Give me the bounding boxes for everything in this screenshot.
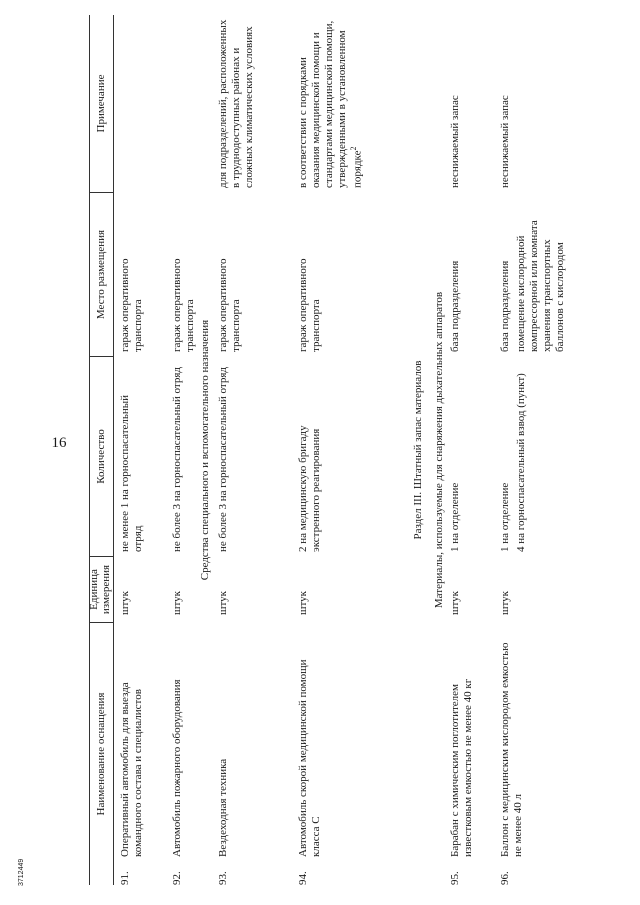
row-name: Барабан с химическим поглотителем известковым емкостью не менее 40 кг bbox=[449, 678, 474, 857]
equipment-table bbox=[89, 15, 619, 885]
row-unit: штук bbox=[171, 591, 183, 615]
section-heading-breathing: Материалы, используемые для снаряжения дыхательных аппаратов bbox=[433, 291, 445, 609]
row-place: база подразделения bbox=[499, 260, 511, 352]
row-note: неснижаемый запас bbox=[499, 95, 511, 188]
section-heading-aux: Средства специального и вспомогательного назначения bbox=[199, 319, 211, 581]
row-note-text: в соответствии с порядками оказания медицинской помощи и стандартами медицинской помощи, утвержденными в установленном порядке bbox=[297, 20, 364, 188]
row-unit: штук bbox=[119, 591, 131, 615]
header-unit: Единица измерения bbox=[88, 564, 112, 615]
row-number: 95. bbox=[449, 871, 461, 885]
row-place: гараж оперативного транспорта bbox=[217, 258, 242, 352]
row-name: Оперативный автомобиль для выезда командного состава и специалистов bbox=[119, 682, 144, 857]
row-qty: не более 3 на горноспасательный отряд bbox=[171, 367, 183, 552]
row-number: 92. bbox=[171, 871, 183, 885]
row-number: 91. bbox=[119, 871, 131, 885]
row-number: 96. bbox=[499, 871, 511, 885]
row-qty: не более 3 на горноспасательный отряд bbox=[217, 367, 229, 552]
row-place: гараж оперативного транспорта bbox=[119, 258, 144, 352]
row-qty: 1 на отделение bbox=[449, 482, 461, 552]
row-number: 93. bbox=[217, 871, 229, 885]
header-qty: Количество bbox=[94, 429, 107, 484]
document-code: 3712449 bbox=[18, 858, 25, 886]
row-note: для подразделений, расположенных в труднодоступных районах и сложных климатических условиях bbox=[217, 19, 255, 188]
row-number: 94. bbox=[297, 871, 309, 885]
row-unit: штук bbox=[449, 591, 461, 615]
row-note: неснижаемый запас bbox=[449, 95, 461, 188]
row-name: Автомобиль пожарного оборудования bbox=[171, 679, 183, 857]
section-heading-part3: Раздел III. Штатный запас материалов bbox=[412, 360, 424, 540]
row-qty-second: 4 на горноспасательный взвод (пункт) bbox=[515, 373, 527, 552]
header-bottom-rule bbox=[113, 15, 114, 885]
footnote-mark: 2 bbox=[348, 146, 358, 151]
row-place: база подразделения bbox=[449, 260, 461, 352]
row-place: гараж оперативного транспорта bbox=[171, 258, 196, 352]
row-qty: 2 на медицинскую бригаду экстренного реагирования bbox=[297, 425, 322, 552]
row-unit: штук bbox=[217, 591, 229, 615]
row-name: Автомобиль скорой медицинской помощи класса С bbox=[297, 659, 322, 857]
page-number: 16 bbox=[51, 435, 67, 451]
row-qty: не менее 1 на горноспасательный отряд bbox=[119, 394, 144, 552]
row-name: Вездеходная техника bbox=[217, 758, 229, 857]
row-place-second: помещение кислородной компрессорной или комната хранения транспортных баллонов с кислородом bbox=[515, 220, 566, 352]
header-note: Примечание bbox=[94, 74, 107, 133]
row-unit: штук bbox=[297, 591, 309, 615]
row-qty: 1 на отделение bbox=[499, 482, 511, 552]
row-note bbox=[297, 16, 365, 188]
header-name: Наименование оснащения bbox=[94, 692, 107, 816]
row-unit: штук bbox=[499, 591, 511, 615]
header-place: Место размещения bbox=[94, 229, 107, 320]
row-name: Баллон с медицинским кислородом емкостью не менее 40 л bbox=[499, 642, 524, 857]
row-place: гараж оперативного транспорта bbox=[297, 258, 322, 352]
